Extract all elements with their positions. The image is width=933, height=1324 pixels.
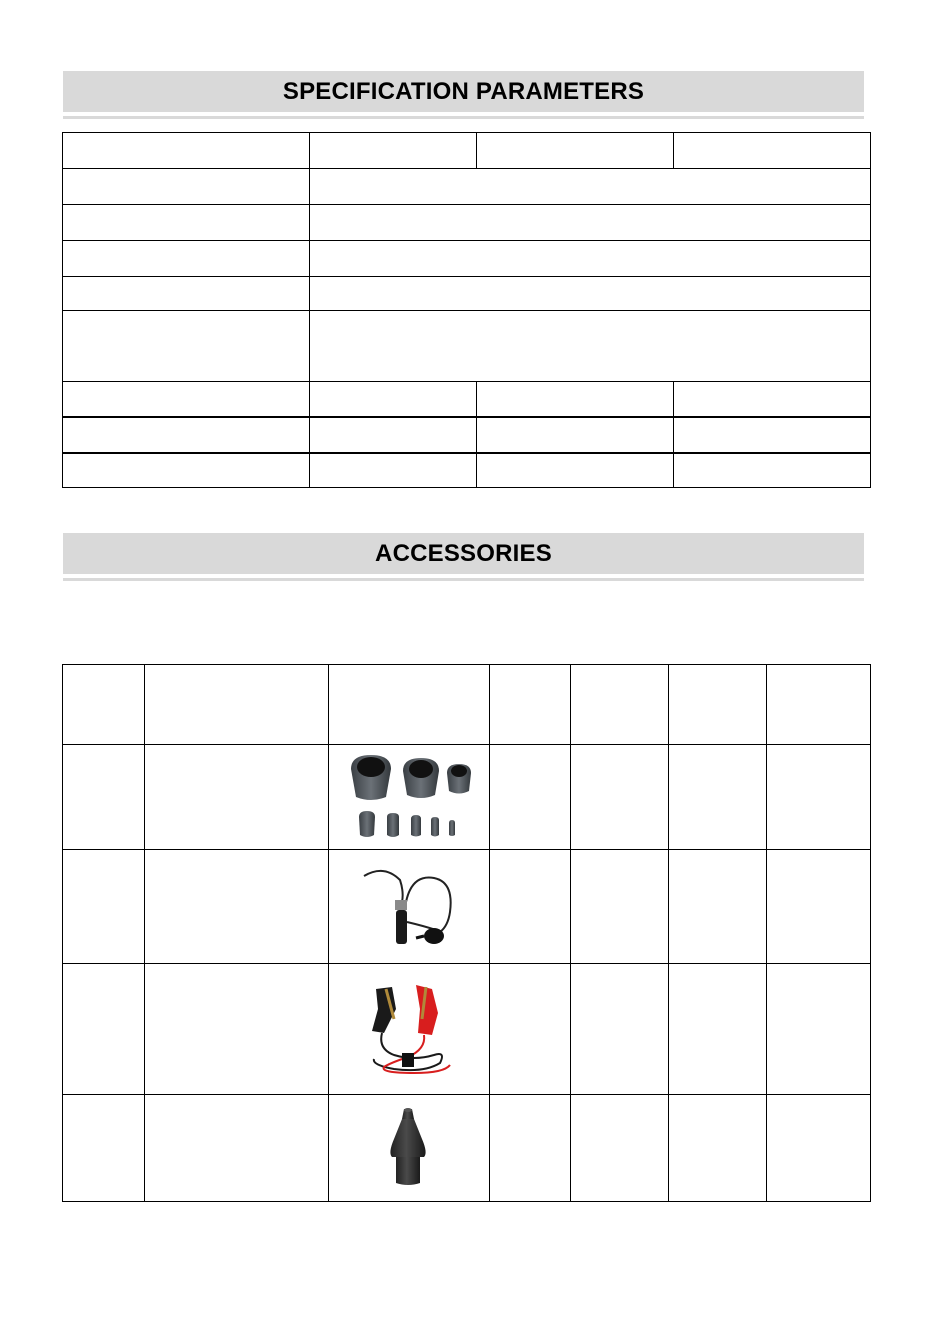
table-cell <box>490 964 571 1095</box>
spec-section-title-text: SPECIFICATION PARAMETERS <box>282 77 645 105</box>
table-cell <box>571 665 669 745</box>
spec-row <box>63 417 871 453</box>
spec-cell <box>63 417 310 453</box>
table-row <box>63 850 871 964</box>
accessories-table <box>62 664 871 1202</box>
table-cell <box>63 964 145 1095</box>
spec-cell <box>674 417 871 453</box>
cone-adapters-set-icon <box>339 747 479 847</box>
table-cell <box>145 850 329 964</box>
accessories-header-row <box>63 665 871 745</box>
table-cell <box>329 745 490 850</box>
table-row <box>63 964 871 1095</box>
table-cell <box>490 745 571 850</box>
table-cell <box>571 1095 669 1202</box>
table-cell <box>571 745 669 850</box>
table-cell <box>767 665 871 745</box>
spec-cell <box>310 417 477 453</box>
accessories-section-title-text: ACCESSORIES <box>375 539 552 567</box>
table-cell <box>490 665 571 745</box>
spec-cell <box>63 169 310 205</box>
table-cell <box>145 1095 329 1202</box>
table-cell <box>767 745 871 850</box>
battery-clamps-cable-icon <box>354 979 464 1079</box>
spec-cell <box>310 241 871 277</box>
table-cell <box>63 745 145 850</box>
table-cell <box>329 665 490 745</box>
smoke-hose-with-bulb-icon <box>354 862 464 952</box>
table-cell <box>669 964 767 1095</box>
spec-section-title <box>63 71 864 115</box>
table-cell <box>63 1095 145 1202</box>
spec-cell <box>310 311 871 382</box>
table-cell <box>145 665 329 745</box>
spec-cell <box>63 311 310 382</box>
table-cell <box>669 745 767 850</box>
table-cell <box>571 850 669 964</box>
rubber-cone-adapter-icon <box>364 1103 454 1193</box>
table-cell <box>63 665 145 745</box>
spec-cell <box>63 277 310 311</box>
spec-cell <box>674 133 871 169</box>
table-cell <box>145 964 329 1095</box>
spec-cell <box>674 453 871 488</box>
table-cell <box>669 1095 767 1202</box>
spec-cell <box>63 205 310 241</box>
spec-row <box>63 453 871 488</box>
table-cell <box>329 1095 490 1202</box>
table-cell <box>490 1095 571 1202</box>
spec-cell <box>477 453 674 488</box>
table-cell <box>669 665 767 745</box>
table-cell <box>329 964 490 1095</box>
spec-row <box>63 169 871 205</box>
spec-row <box>63 133 871 169</box>
table-cell <box>767 850 871 964</box>
table-cell <box>329 850 490 964</box>
spec-cell <box>63 453 310 488</box>
spec-row <box>63 241 871 277</box>
specification-table <box>62 132 871 488</box>
spec-cell <box>310 453 477 488</box>
spec-cell <box>477 382 674 417</box>
table-cell <box>63 850 145 964</box>
spec-row <box>63 205 871 241</box>
spec-cell <box>310 169 871 205</box>
spec-cell <box>477 133 674 169</box>
spec-cell <box>63 382 310 417</box>
table-cell <box>490 850 571 964</box>
spec-cell <box>310 382 477 417</box>
spec-cell <box>310 277 871 311</box>
spec-row <box>63 277 871 311</box>
table-cell <box>669 850 767 964</box>
spec-cell <box>63 133 310 169</box>
spec-cell <box>477 417 674 453</box>
table-row <box>63 745 871 850</box>
accessories-section-title <box>63 533 864 577</box>
table-cell <box>145 745 329 850</box>
table-cell <box>767 1095 871 1202</box>
spec-cell <box>310 205 871 241</box>
spec-cell <box>674 382 871 417</box>
spec-cell <box>63 241 310 277</box>
table-cell <box>767 964 871 1095</box>
spec-row <box>63 311 871 382</box>
spec-row <box>63 382 871 417</box>
table-cell <box>571 964 669 1095</box>
spec-cell <box>310 133 477 169</box>
table-row <box>63 1095 871 1202</box>
